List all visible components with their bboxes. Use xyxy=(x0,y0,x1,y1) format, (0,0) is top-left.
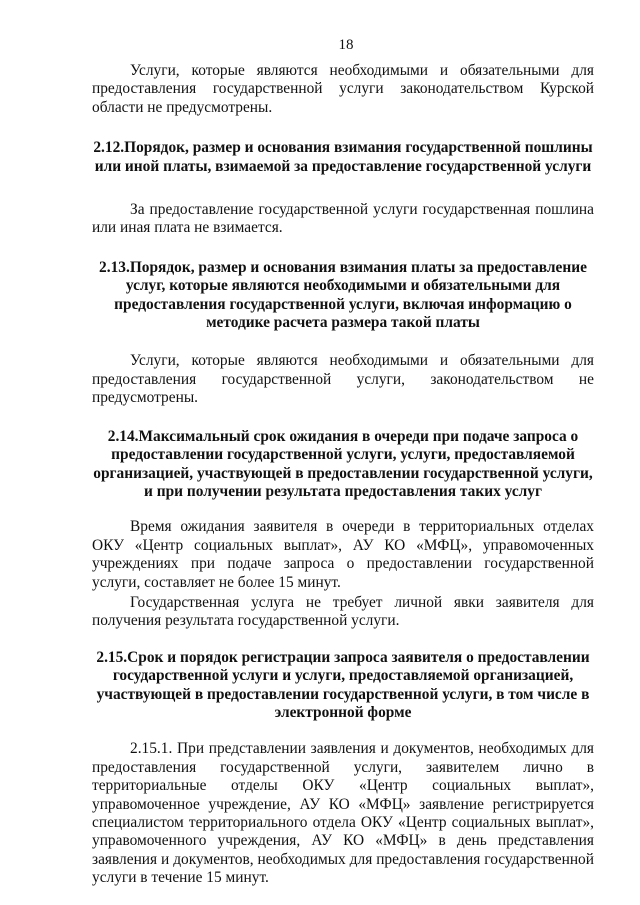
section-heading-2-15: 2.15.Срок и порядок регистрации запроса заявителя о предоставлении государственной услуги и услуги, предоставляемой организацией, участвующей в предоставлении государственной услуги, в том числе в электронной форме xyxy=(96,648,590,721)
section-2-14-paragraph-waiting-time: Время ожидания заявителя в очереди в территориальных отделах ОКУ «Центр социальных выплат», АУ КО «МФЦ», управомоченных учреждениях при подаче запроса о предоставлении государственной услуги, составляет не более 15 минут. xyxy=(92,518,594,591)
intro-paragraph: Услуги, которые являются необходимыми и обязательными для предоставления государственной услуги законодательством Курской области не предусмотрены. xyxy=(92,62,594,116)
section-heading-2-13: 2.13.Порядок, размер и основания взимания платы за предоставление услуг, которые являются необходимыми и обязательными для предоставления государственной услуги, включая информацию о методике расчета размера такой платы xyxy=(99,258,587,332)
page-number: 18 xyxy=(338,37,354,53)
section-2-12-paragraph: За предоставление государственной услуги государственная пошлина или иная плата не взимается. xyxy=(92,201,594,237)
section-heading-2-12: 2.12.Порядок, размер и основания взимания государственной пошлины или иной платы, взимаемой за предоставление государственной услуги xyxy=(93,139,593,175)
section-2-15-1-paragraph: 2.15.1. При представлении заявления и документов, необходимых для предоставления государственной услуги, заявителем лично в территориальные отделы ОКУ «Центр социальных выплат», управомоченное учреждение, АУ КО «МФЦ» заявление регистрируется специалистом территориального отдела ОКУ «Центр социальных выплат», управомоченного учреждения, АУ КО «МФЦ» в день представления заявления и документов, необходимых для предоставления государственной услуги в течение 15 минут. xyxy=(92,740,594,887)
section-heading-2-14: 2.14.Максимальный срок ожидания в очереди при подаче запроса о предоставлении государственной услуги, услуги, предоставляемой организацией, участвующей в предоставлении государственной услуги, и при получении результата предоставления таких услуг xyxy=(93,427,593,500)
section-2-14-paragraph-personal-visit: Государственная услуга не требует личной явки заявителя для получения результата государственной услуги. xyxy=(92,593,594,630)
section-2-13-paragraph: Услуги, которые являются необходимыми и обязательными для предоставления государственной услуги, законодательством не предусмотрены. xyxy=(92,352,594,407)
